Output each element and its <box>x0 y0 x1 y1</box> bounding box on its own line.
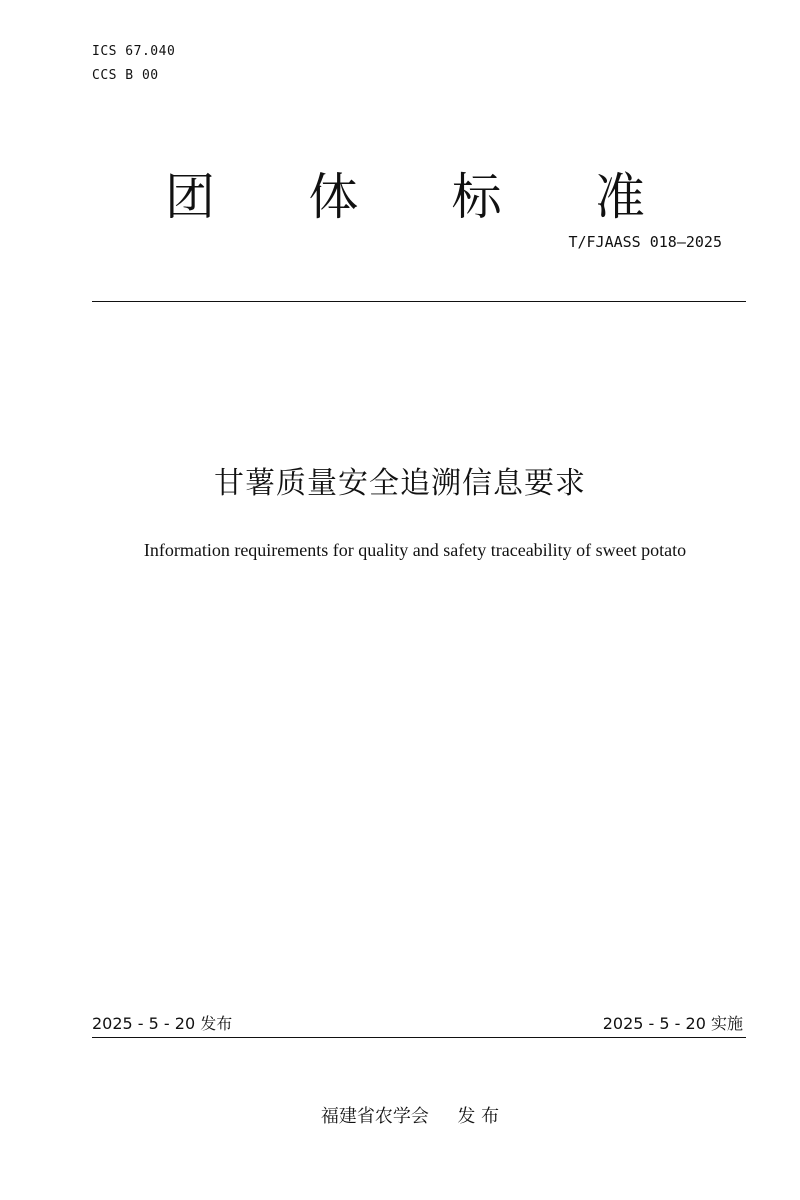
classification-codes <box>92 40 175 88</box>
publisher: 福建省农学会 发 布 <box>320 1106 500 1127</box>
top-divider <box>92 301 746 302</box>
standard-type-char: 准 <box>594 168 645 226</box>
standard-type-char: 标 <box>451 168 502 226</box>
standard-type-char: 团 <box>165 168 215 226</box>
ics-code: ICS 67.040 <box>92 44 176 59</box>
ccs-code: CCS B 00 <box>92 68 159 83</box>
standard-type-heading <box>165 162 645 232</box>
bottom-divider <box>92 1037 746 1038</box>
standard-number: T/FJAASS 018—2025 <box>568 233 722 251</box>
title-english: Information requirements for quality and safety traceability of sweet potato <box>143 540 687 560</box>
publish-date: 2025 - 5 - 20 发布 <box>92 1014 233 1033</box>
standard-type-char: 体 <box>308 168 359 226</box>
implement-date: 2025 - 5 - 20 实施 <box>602 1014 743 1033</box>
title-chinese: 甘薯质量安全追溯信息要求 <box>214 466 586 501</box>
